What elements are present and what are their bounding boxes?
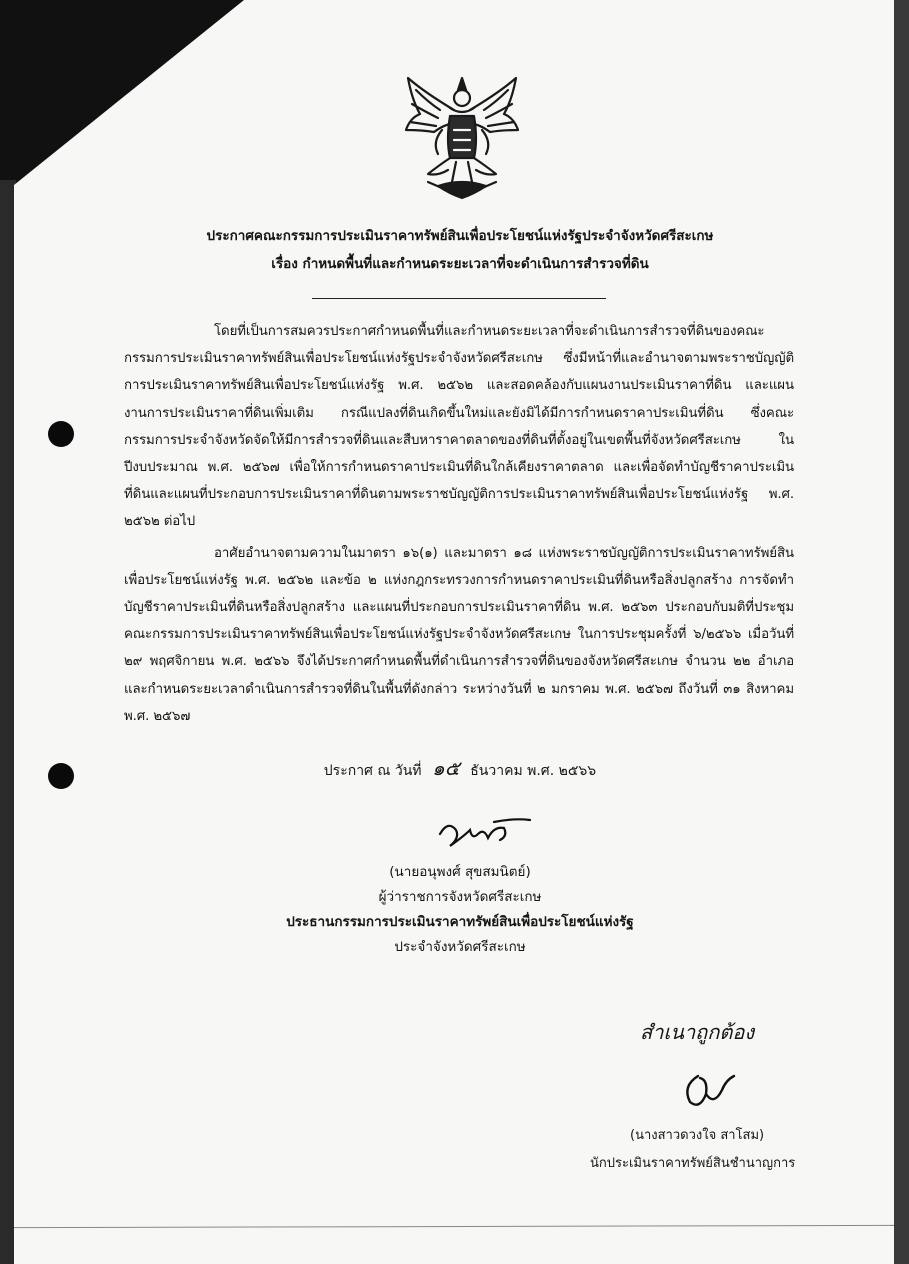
dateline-prefix: ประกาศ ณ วันที่: [323, 763, 422, 779]
certified-copy-stamp: สำเนาถูกต้อง: [640, 1020, 755, 1044]
punch-hole: [48, 421, 74, 447]
signatory-position-3: ประจำจังหวัดศรีสะเกษ: [394, 939, 526, 955]
certifier-position: นักประเมินราคาทรัพย์สินชำนาญการ: [590, 1156, 796, 1171]
signatory-position-1: ผู้ว่าราชการจังหวัดศรีสะเกษ: [378, 889, 542, 905]
punch-hole: [48, 763, 74, 789]
signature-mark-icon: [434, 812, 534, 856]
announcement-subject: เรื่อง กำหนดพื้นที่และกำหนดระยะเวลาที่จะดำเนินการสำรวจที่ดิน: [271, 256, 649, 272]
scan-edge-left: [0, 180, 16, 1264]
dateline-day: ๑๕: [431, 756, 460, 780]
certifier-name: (นางสาวดวงใจ สาโสม): [630, 1128, 765, 1143]
dateline-month-year: ธันวาคม พ.ศ. ๒๕๖๖: [470, 763, 597, 779]
garuda-emblem-icon: [398, 70, 526, 200]
certifier-signature-mark-icon: [676, 1066, 746, 1116]
paragraph-1: โดยที่เป็นการสมควรประกาศกำหนดพื้นที่และกำหนดระยะเวลาที่จะดำเนินการสำรวจที่ดินของคณะกรรมการประเมินราคาทรัพย์สินเพื่อประโยชน์แห่งรัฐประจำจังหวัดศรีสะเกษ ซึ่งมีหน้าที่และอำนาจตามพระราชบัญญัติการประเมินราคาทรัพย์สินเพื่อประโยชน์แห่งรัฐ พ.ศ. ๒๕๖๒ และสอดคล้องกับแผนงานประเมินราคาที่ดิน และแผนงานการประเมินราคาที่ดินเพิ่มเติม กรณีแปลงที่ดินเกิดขึ้นใหม่และยังมิได้มีการกำหนดราคาประเมินที่ดิน ซึ่งคณะกรรมการประจำจังหวัดจัดให้มีการสำรวจที่ดินและสืบหาราคาตลาดของที่ดินที่ตั้งอยู่ในเขตพื้นที่จังหวัดศรีสะเกษ ในปีงบประมาณ พ.ศ. ๒๕๖๗ เพื่อให้การกำหนดราคาประเมินที่ดินใกล้เคียงราคาตลาด และเพื่อจัดทำบัญชีราคาประเมินที่ดินและแผนที่ประกอบการประเมินราคาที่ดินตามพระราชบัญญัติการประเมินราคาทรัพย์สินเพื่อประโยชน์แห่งรัฐ พ.ศ. ๒๕๖๒ ต่อไป: [124, 324, 794, 530]
signatory-block: [200, 860, 720, 960]
signatory-name: (นายอนุพงศ์ สุขสมนิตย์): [389, 864, 531, 880]
paragraph-2: อาศัยอำนาจตามความในมาตรา ๑๖(๑) และมาตรา ๑๘ แห่งพระราชบัญญัติการประเมินราคาทรัพย์สินเพื่อประโยชน์แห่งรัฐ พ.ศ. ๒๕๖๒ และข้อ ๒ แห่งกฎกระทรวงการกำหนดราคาประเมินที่ดินหรือสิ่งปลูกสร้าง การจัดทำบัญชีราคาประเมินที่ดินหรือสิ่งปลูกสร้าง และแผนที่ประกอบการประเมินราคาที่ดิน พ.ศ. ๒๕๖๓ ประกอบกับมติที่ประชุมคณะกรรมการประเมินราคาทรัพย์สินเพื่อประโยชน์แห่งรัฐประจำจังหวัดศรีสะเกษ ในการประชุมครั้งที่ ๖/๒๕๖๖ เมื่อวันที่ ๒๙ พฤศจิกายน พ.ศ. ๒๕๖๖ จึงได้ประกาศกำหนดพื้นที่ดำเนินการสำรวจที่ดินของจังหวัดศรีสะเกษ จำนวน ๒๒ อำเภอ และกำหนดระยะเวลาดำเนินการสำรวจที่ดินในพื้นที่ดังกล่าว ระหว่างวันที่ ๒ มกราคม พ.ศ. ๒๕๖๗ ถึงวันที่ ๓๑ สิงหาคม พ.ศ. ๒๕๖๗: [124, 545, 794, 724]
document-body: [124, 318, 794, 730]
scan-edge-right: [894, 0, 909, 1264]
title-divider: [312, 298, 606, 299]
dateline: [200, 752, 720, 784]
signatory-position-2: ประธานกรรมการประเมินราคาทรัพย์สินเพื่อประโยชน์แห่งรัฐ: [286, 914, 634, 930]
announcement-title: ประกาศคณะกรรมการประเมินราคาทรัพย์สินเพื่อประโยชน์แห่งรัฐประจำจังหวัดศรีสะเกษ: [206, 228, 714, 244]
